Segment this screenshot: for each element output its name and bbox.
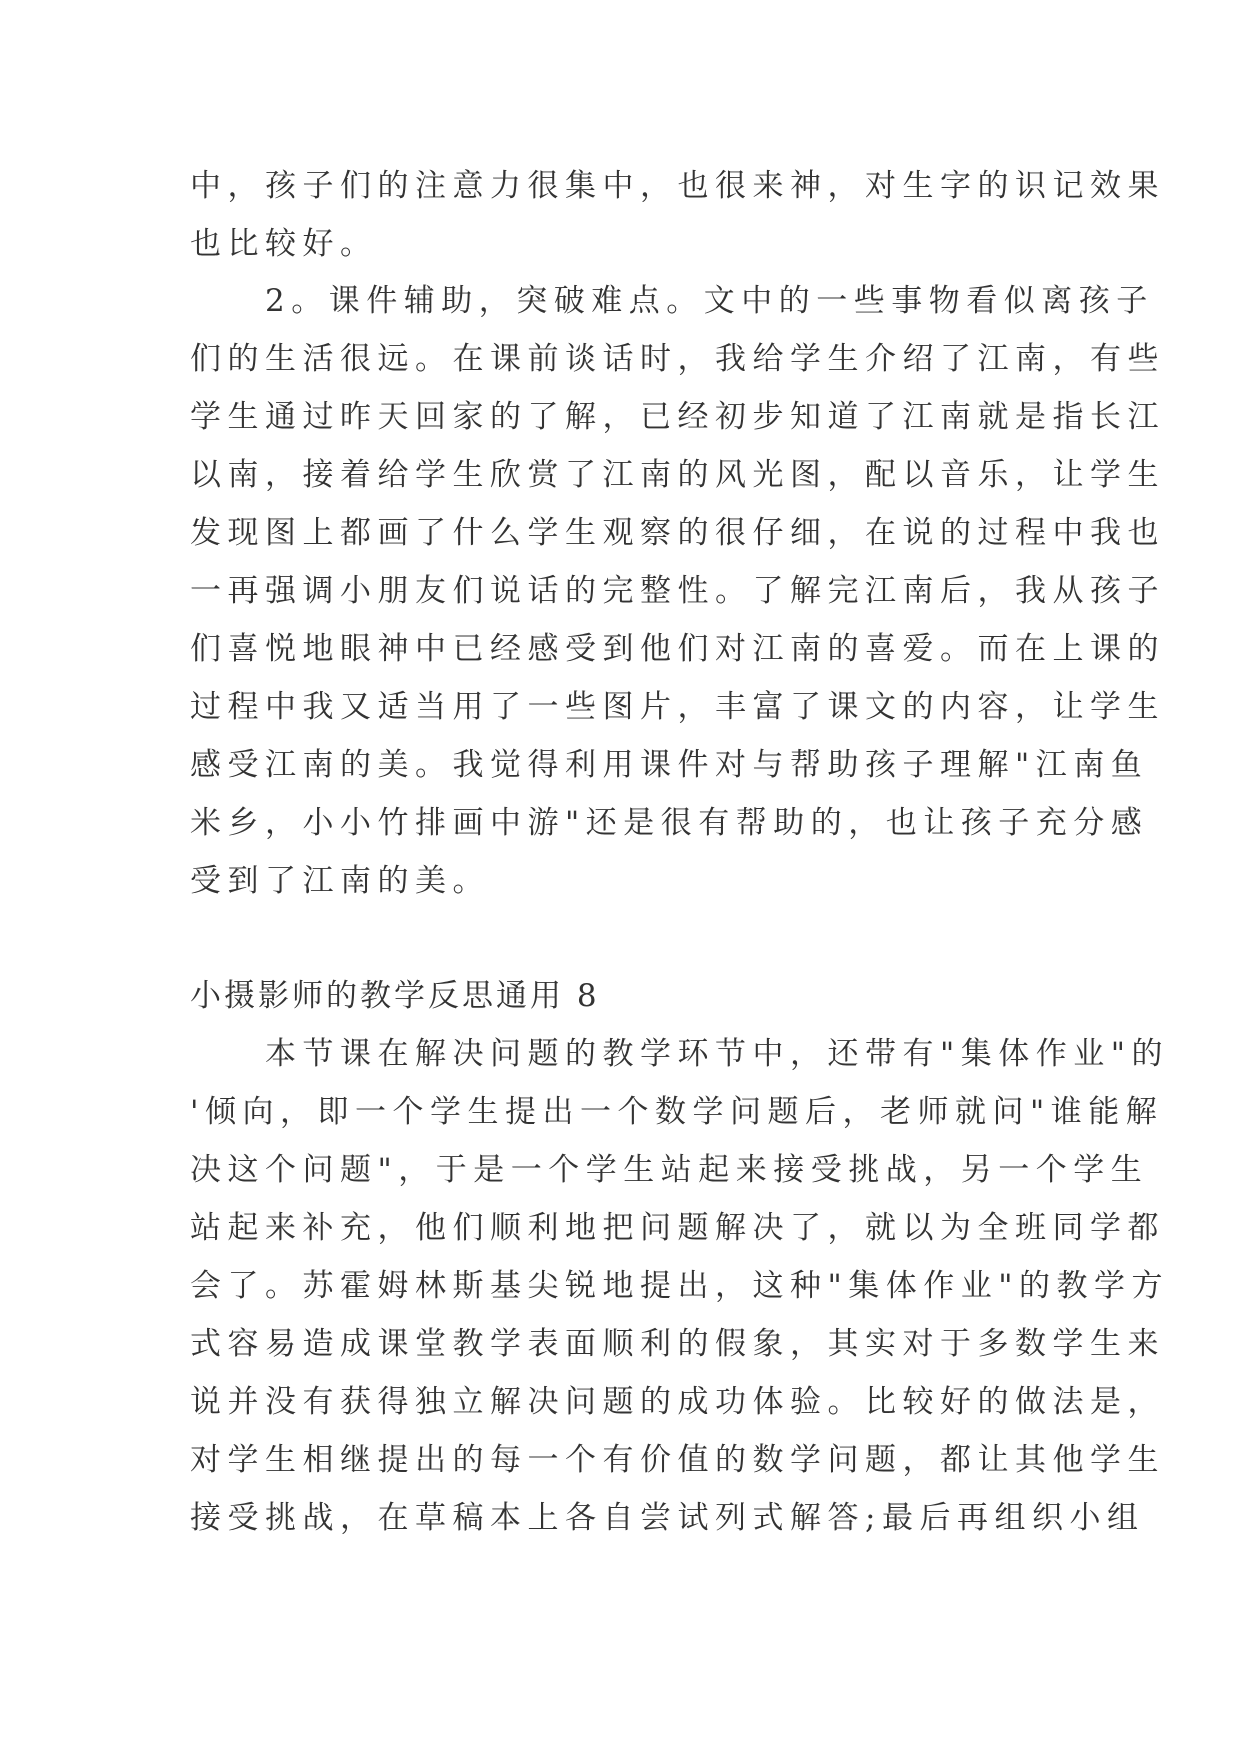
paragraph-line: 感受江南的美。我觉得利用课件对与帮助孩子理解"江南鱼	[190, 747, 1149, 783]
paragraph-line: 站起来补充，他们顺利地把问题解决了，就以为全班同学都	[190, 1210, 1165, 1246]
paragraph-line: 式容易造成课堂教学表面顺利的假象，其实对于多数学生来	[190, 1326, 1165, 1362]
paragraph-line: 们的生活很远。在课前谈话时，我给学生介绍了江南，有些	[190, 341, 1165, 377]
section-heading: 小摄影师的教学反思通用 8	[190, 978, 600, 1014]
paragraph-line: 发现图上都画了什么学生观察的很仔细，在说的过程中我也	[190, 515, 1165, 551]
paragraph-line: 本节课在解决问题的教学环节中，还带有"集体作业"的	[190, 1036, 1170, 1072]
paragraph-line: 过程中我又适当用了一些图片，丰富了课文的内容，让学生	[190, 689, 1165, 725]
paragraph-line: 学生通过昨天回家的了解，已经初步知道了江南就是指长江	[190, 399, 1165, 435]
paragraph-line: 接受挑战，在草稿本上各自尝试列式解答;最后再组织小组	[190, 1500, 1145, 1536]
paragraph-line: 以南，接着给学生欣赏了江南的风光图，配以音乐，让学生	[190, 457, 1165, 493]
paragraph-line: '倾向，即一个学生提出一个数学问题后，老师就问"谁能解	[190, 1094, 1164, 1130]
paragraph-line: 米乡，小小竹排画中游"还是很有帮助的，也让孩子充分感	[190, 805, 1149, 841]
paragraph-line: 2。课件辅助，突破难点。文中的一些事物看似离孩子	[190, 283, 1154, 319]
paragraph-line: 中，孩子们的注意力很集中，也很来神，对生字的识记效果	[190, 168, 1165, 204]
paragraph-line: 决这个问题"，于是一个学生站起来接受挑战，另一个学生	[190, 1152, 1149, 1188]
paragraph-line: 受到了江南的美。	[190, 863, 490, 899]
paragraph-line: 们喜悦地眼神中已经感受到他们对江南的喜爱。而在上课的	[190, 631, 1165, 667]
paragraph-line: 会了。苏霍姆林斯基尖锐地提出，这种"集体作业"的教学方	[190, 1268, 1170, 1304]
paragraph-line: 也比较好。	[190, 226, 378, 262]
paragraph-line: 说并没有获得独立解决问题的成功体验。比较好的做法是，	[190, 1384, 1165, 1420]
paragraph-line: 对学生相继提出的每一个有价值的数学问题，都让其他学生	[190, 1442, 1165, 1478]
paragraph-line: 一再强调小朋友们说话的完整性。了解完江南后，我从孩子	[190, 573, 1165, 609]
